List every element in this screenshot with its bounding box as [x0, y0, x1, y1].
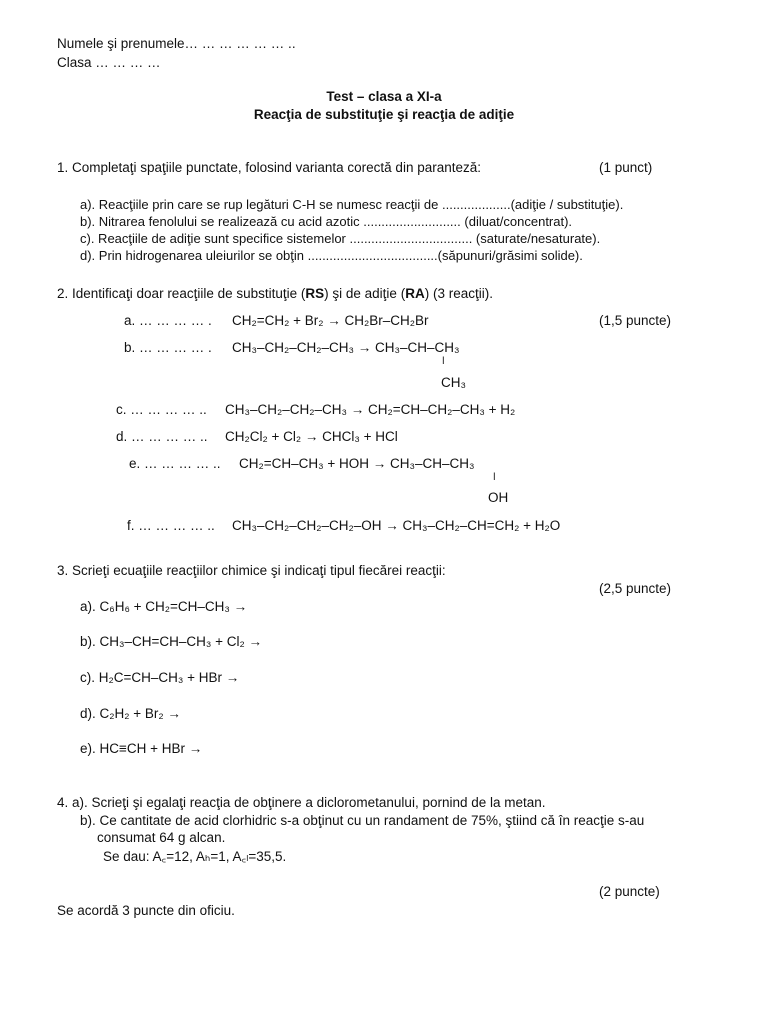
q4-item-a: 4. a). Scrieţi şi egalaţi reacţia de obţinere a diclorometanului, pornind de la metan. — [57, 795, 546, 810]
q2-reaction-d-label: d. … … … … .. — [116, 429, 208, 444]
q1-points: (1 punct) — [599, 160, 653, 175]
rs-abbrev: RS — [305, 286, 325, 301]
q3-item-b: b). CH₃–CH=CH–CH₃ + Cl₂ → — [80, 634, 263, 649]
q2-reaction-b-equation: CH₃–CH₂–CH₂–CH₃ → CH₃–CH–CH₃ — [232, 340, 460, 355]
q2-reaction-d-equation: CH₂Cl₂ + Cl₂ → CHCl₃ + HCl — [225, 429, 398, 444]
q3-item-c: c). H₂C=CH–CH₃ + HBr → — [80, 670, 240, 685]
q2-reaction-a-label: a. … … … … . — [124, 313, 212, 328]
q1-item-c: c). Reacţiile de adiţie sunt specifice sistemelor .................................. (saturate/nesaturate). — [80, 231, 601, 246]
q3-prompt: 3. Scrieţi ecuaţiile reacţiilor chimice şi indicaţi tipul fiecărei reacţii: — [57, 563, 446, 578]
q2-reaction-e-branch: OH — [488, 490, 509, 505]
q3-item-d: d). C₂H₂ + Br₂ → — [80, 706, 181, 721]
q2-reaction-c-label: c. … … … … .. — [116, 402, 207, 417]
q1-item-d: d). Prin hidrogenarea uleiurilor se obţin ....................................(săpunuri/grăsimi solide). — [80, 248, 583, 263]
q2-reaction-b-branch: CH₃ — [441, 375, 466, 390]
q4-points: (2 puncte) — [599, 884, 660, 899]
class-line: Clasa … … … … — [57, 55, 161, 70]
q2-reaction-a-equation: CH₂=CH₂ + Br₂ → CH₂Br–CH₂Br — [232, 313, 429, 328]
q3-item-e: e). HC≡CH + HBr → — [80, 741, 203, 756]
q2-reaction-b-label: b. … … … … . — [124, 340, 212, 355]
q4-given-data: Se dau: A꜀=12, Aₕ=1, A꜀ₗ=35,5. — [103, 849, 287, 864]
bond-line: ǀ — [442, 356, 445, 367]
q4-item-b: b). Ce cantitate de acid clorhidric s-a obţinut cu un randament de 75%, ştiind că în reacţie s-au — [80, 813, 645, 828]
q2-reaction-f-label: f. … … … … .. — [127, 518, 215, 533]
bond-line: ǀ — [493, 472, 496, 483]
q4-item-b-continued: consumat 64 g alcan. — [97, 830, 226, 845]
test-subtitle: Reacţia de substituţie şi reacţia de adiţie — [253, 107, 515, 122]
q2-points: (1,5 puncte) — [599, 313, 672, 328]
q1-item-a: a). Reacţiile prin care se rup legături C-H se numesc reacţii de ...................(adiţie / substituţie). — [80, 197, 624, 212]
q2-prompt: 2. Identificaţi doar reacţiile de substituţie (RS) şi de adiţie (RA) (3 reacţii). — [57, 286, 493, 301]
q2-reaction-f-equation: CH₃–CH₂–CH₂–CH₂–OH → CH₃–CH₂–CH=CH₂ + H₂O — [232, 518, 561, 533]
q1-prompt: 1. Completaţi spaţiile punctate, folosind varianta corectă din paranteză: — [57, 160, 481, 175]
test-title: Test – clasa a XI-a — [326, 89, 442, 104]
bonus-points-note: Se acordă 3 puncte din oficiu. — [57, 903, 235, 918]
q1-item-b: b). Nitrarea fenolului se realizează cu acid azotic ........................... (diluat/concentrat). — [80, 214, 573, 229]
q3-item-a: a). C₆H₆ + CH₂=CH–CH₃ → — [80, 599, 248, 614]
ra-abbrev: RA — [405, 286, 425, 301]
q2-reaction-c-equation: CH₃–CH₂–CH₂–CH₃ → CH₂=CH–CH₂–CH₃ + H₂ — [225, 402, 516, 417]
student-name-line: Numele şi prenumele… … … … … … .. — [57, 36, 296, 51]
q2-reaction-e-equation: CH₂=CH–CH₃ + HOH → CH₃–CH–CH₃ — [239, 456, 475, 471]
q2-reaction-e-label: e. … … … … .. — [129, 456, 221, 471]
q3-points: (2,5 puncte) — [599, 581, 672, 596]
